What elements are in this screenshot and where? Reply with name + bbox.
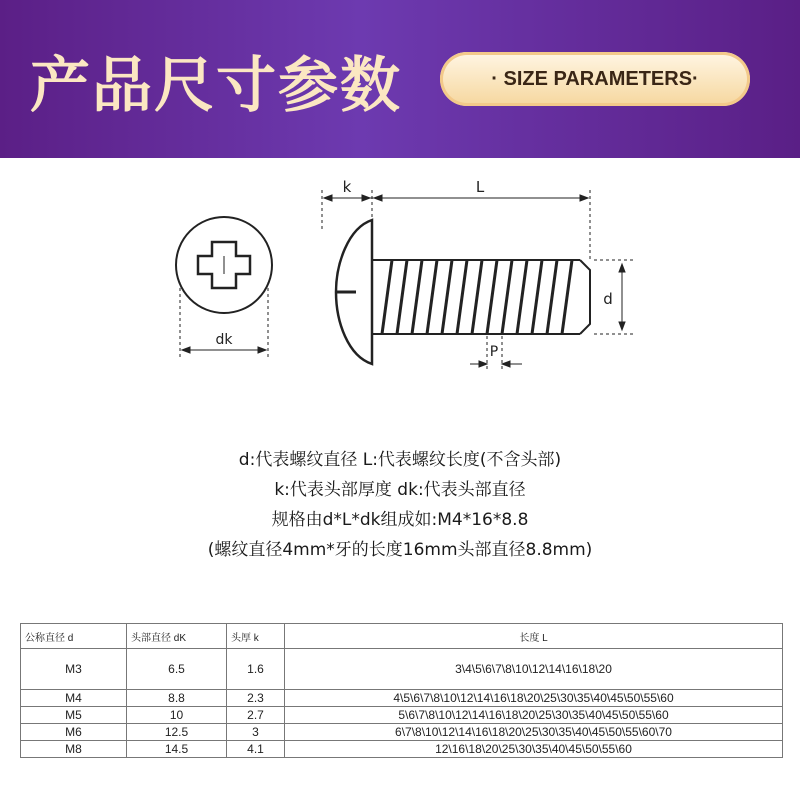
cell-k: 4.1 xyxy=(227,741,285,758)
cell-d: M6 xyxy=(21,724,127,741)
cell-dk: 10 xyxy=(127,707,227,724)
header-banner xyxy=(0,0,800,158)
cell-d: M5 xyxy=(21,707,127,724)
cell-k: 2.7 xyxy=(227,707,285,724)
header-head-diameter: 头部直径 dK xyxy=(127,624,227,649)
table-header-row xyxy=(21,624,783,649)
cell-dk: 8.8 xyxy=(127,690,227,707)
description-line-3: 规格由d*L*dk组成如:M4*16*8.8 xyxy=(271,510,529,530)
size-spec-table xyxy=(20,623,783,758)
cell-k: 3 xyxy=(227,724,285,741)
cell-dk: 14.5 xyxy=(127,741,227,758)
d-label: d xyxy=(603,290,613,308)
header-head-thickness: 头厚 k xyxy=(227,624,285,649)
cell-d: M4 xyxy=(21,690,127,707)
d-dimension xyxy=(594,260,634,334)
dk-label: dk xyxy=(215,332,233,348)
cell-k: 1.6 xyxy=(227,649,285,690)
k-label: k xyxy=(342,178,352,196)
description-line-4: (螺纹直径4mm*牙的长度16mm头部直径8.8mm) xyxy=(207,540,593,560)
cell-d: M3 xyxy=(21,649,127,690)
cell-L: 5\6\7\8\10\12\14\16\18\20\25\30\35\40\45\50\55\60 xyxy=(285,707,783,724)
table-row xyxy=(21,724,783,741)
page-title: 产品尺寸参数 xyxy=(30,51,402,121)
parameter-description xyxy=(0,445,800,565)
table-row xyxy=(21,707,783,724)
cell-L: 12\16\18\20\25\30\35\40\45\50\55\60 xyxy=(285,741,783,758)
cell-dk: 12.5 xyxy=(127,724,227,741)
cell-d: M8 xyxy=(21,741,127,758)
size-parameters-badge xyxy=(440,52,750,106)
header-length: 长度 L xyxy=(285,624,783,649)
table-row xyxy=(21,690,783,707)
cell-L: 3\4\5\6\7\8\10\12\14\16\18\20 xyxy=(285,649,783,690)
description-line-2: k:代表头部厚度 dk:代表头部直径 xyxy=(274,480,526,500)
screw-side-view xyxy=(336,220,590,364)
description-line-1: d:代表螺纹直径 L:代表螺纹长度(不含头部) xyxy=(238,450,562,470)
size-parameters-label: · SIZE PARAMETERS· xyxy=(491,67,699,90)
table-row xyxy=(21,649,783,690)
header-nominal-diameter: 公称直径 d xyxy=(21,624,127,649)
table-row xyxy=(21,741,783,758)
screw-diagram xyxy=(150,172,650,402)
L-label: L xyxy=(475,178,485,196)
pitch-label: P xyxy=(489,344,499,360)
cell-L: 4\5\6\7\8\10\12\14\16\18\20\25\30\35\40\45\50\55\60 xyxy=(285,690,783,707)
screw-head-top-view xyxy=(176,217,272,313)
cell-dk: 6.5 xyxy=(127,649,227,690)
cell-L: 6\7\8\10\12\14\16\18\20\25\30\35\40\45\50\55\60\70 xyxy=(285,724,783,741)
cell-k: 2.3 xyxy=(227,690,285,707)
